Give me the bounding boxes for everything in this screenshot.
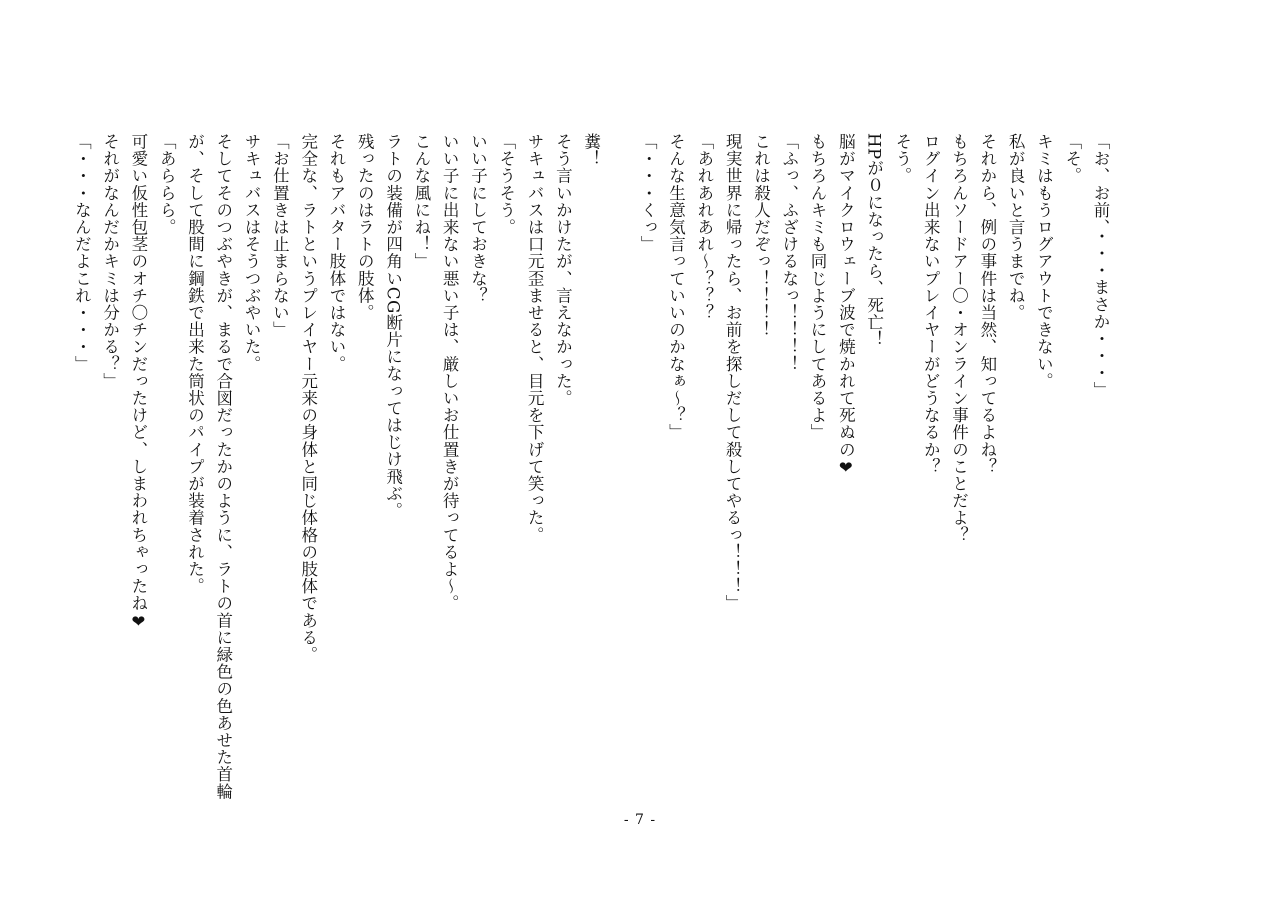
text-line: それから、例の事件は当然、知ってるよね？ <box>977 133 997 475</box>
vertical-text-body <box>67 133 1114 800</box>
text-line: 可愛い仮性包茎のオチ〇チンだったけど、しまわれちゃったね❤ <box>128 133 148 632</box>
text-line: ラトの装備が四角いCG断片になってはじけ飛ぶ。 <box>383 133 403 520</box>
text-line: 脳がマイクロウェーブ波で焼かれて死ぬの❤ <box>836 133 856 478</box>
text-line: 「・・・なんだよこれ・・・」 <box>72 133 92 373</box>
text-line: いい子にしておきな？ <box>468 133 488 304</box>
blank-line <box>605 133 633 793</box>
text-line: サキュバスは口元歪ませると、目元を下げて笑った。 <box>525 133 545 544</box>
text-line: そう言いかけたが、言えなかった。 <box>553 133 573 407</box>
text-line: 「あれあれあれ～？？？ <box>694 133 714 322</box>
text-line: が、そして股間に鋼鉄で出来た筒状のパイプが装着された。 <box>185 133 205 595</box>
text-line: いい子に出来ない悪い子は、厳しいお仕置きが待ってるよ～。 <box>440 133 460 612</box>
text-line: サキュバスはそうつぶやいた。 <box>242 133 262 373</box>
text-line: 私が良いと言うまでね。 <box>1006 133 1026 322</box>
page-number: - 7 - <box>623 812 657 828</box>
text-line: 「お、お前、・・・まさか・・・」 <box>1091 133 1110 399</box>
text-line: 完全な、ラトというプレイヤー元来の身体と同じ体格の肢体である。 <box>298 133 318 664</box>
text-line: こんな風にね！」 <box>411 133 431 270</box>
text-line: そしてそのつぶやきが、まるで合図だったかのように、ラトの首に緑色の色あせた首輪 <box>213 133 233 800</box>
text-line: 「そ。 <box>1062 133 1082 185</box>
text-line: そんな生意気言っていいのかなぁ～？」 <box>666 133 686 441</box>
text-line: キミはもうログアウトできない。 <box>1034 133 1054 390</box>
text-line: これは殺人だぞっ！！！！ <box>751 133 771 339</box>
text-line: 糞！ <box>581 133 601 168</box>
text-line: 「ふっ、ふざけるなっ！！！！ <box>779 133 799 373</box>
text-line: 「そうそう。 <box>496 133 516 236</box>
text-line: それもアバター肢体ではない。 <box>326 133 346 373</box>
text-line: 残ったのはラトの肢体。 <box>355 133 375 322</box>
text-line: 「・・・くっ」 <box>638 133 658 253</box>
text-line: そう。 <box>892 133 912 185</box>
text-line: 「お仕置きは止まらない」 <box>270 133 290 339</box>
text-line: もちろんキミも同じようにしてあるよ」 <box>808 133 828 441</box>
text-line: もちろんソードアー〇・オンライン事件のことだよ？ <box>949 133 969 544</box>
text-line: 「あららら。 <box>157 133 177 236</box>
text-line: それがなんだかキミは分かる？」 <box>100 133 120 390</box>
text-line: 現実世界に帰ったら、お前を探しだして殺してやるっ！！！」 <box>723 133 743 612</box>
text-line: ログイン出来ないプレイヤーがどうなるか？ <box>921 133 941 475</box>
text-line: HPが０になったら、死亡！ <box>864 133 884 348</box>
